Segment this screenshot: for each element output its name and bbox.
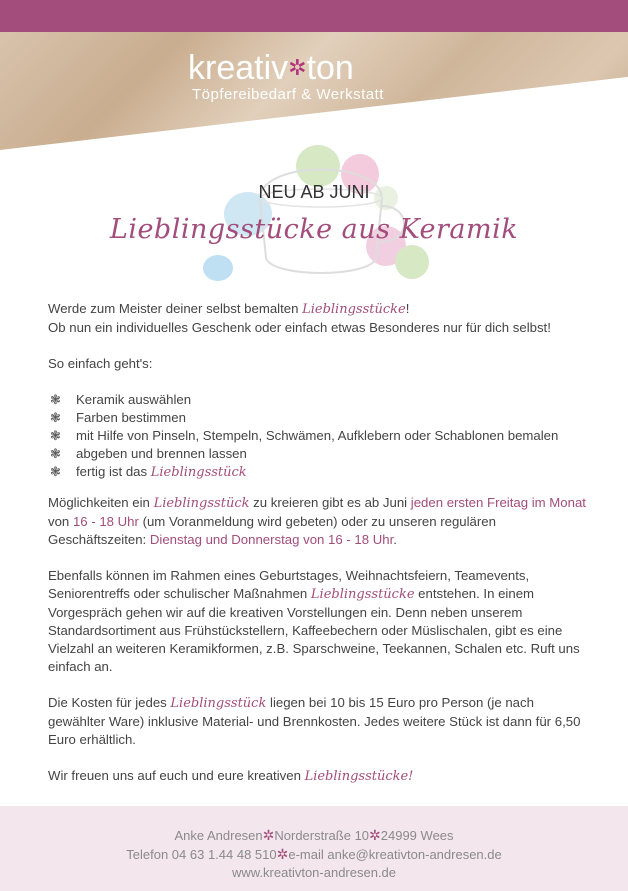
brand-name-left: kreativ <box>188 49 289 87</box>
step-label: mit Hilfe von Pinseln, Stempeln, Schwämen, Aufklebern oder Schablonen bemalen <box>76 428 559 443</box>
brand-logo <box>188 48 428 103</box>
events-paragraph <box>48 567 588 676</box>
schedule-text: Möglichkeiten ein <box>48 495 154 510</box>
events-script-word: Lieblingsstücke <box>310 587 415 602</box>
schedule-text: zu kreieren gibt es ab Juni <box>249 495 411 510</box>
list-item <box>48 391 588 409</box>
flower-bullet-icon: ❃ <box>50 446 61 461</box>
schedule-highlight: 16 - 18 Uhr <box>72 514 139 529</box>
flower-bullet-icon: ❃ <box>50 428 61 443</box>
list-item <box>48 427 588 445</box>
step-label: Keramik auswählen <box>76 392 192 407</box>
footer-address-line <box>0 826 628 845</box>
main-content <box>48 300 588 804</box>
footer-street: Norderstraße 10 <box>274 828 370 843</box>
step-label: abgeben und brennen lassen <box>76 446 247 461</box>
events-text: Ebenfalls können im Rahmen eines Geburtstages, Weihnachtsfeiern, Teamevents, Seniorentreffs oder schulischer Maßnahmen <box>48 568 530 601</box>
top-color-bar <box>0 0 628 32</box>
step-script-word: Lieblingsstück <box>150 465 247 480</box>
list-item <box>48 409 588 427</box>
brand-wordmark <box>188 48 428 88</box>
closing-text: Wir freuen uns auf euch und eure kreativen <box>48 768 305 783</box>
flower-bullet-icon: ❃ <box>50 392 61 407</box>
footer-name: Anke Andresen <box>174 828 263 843</box>
heading-kicker: NEU AB JUNI <box>258 182 370 202</box>
schedule-highlight: Dienstag und Donnerstag von 16 - 18 Uhr <box>149 532 394 547</box>
list-item <box>48 445 588 463</box>
flower-star-icon: ✲ <box>369 827 381 843</box>
steps-list <box>48 391 588 482</box>
brand-name-right: ton <box>306 49 354 87</box>
footer-phone-line <box>0 845 628 864</box>
brand-tagline: Töpfereibedarf & Werkstatt <box>192 86 384 103</box>
footer-contact <box>0 826 628 882</box>
footer-email-link[interactable]: e-mail anke@kreativton-andresen.de <box>288 847 502 862</box>
costs-script-word: Lieblingsstück <box>170 696 267 711</box>
schedule-highlight: jeden ersten Freitag im Monat <box>410 495 586 510</box>
footer-city: 24999 Wees <box>380 828 454 843</box>
flower-bullet-icon: ❃ <box>50 410 61 425</box>
flower-star-icon: ✲ <box>262 827 275 843</box>
flower-star-icon: ✲ <box>288 55 307 80</box>
footer-website-link[interactable]: www.kreativton-andresen.de <box>231 865 397 880</box>
flower-bullet-icon: ❃ <box>50 464 61 479</box>
intro-text-line2: Ob nun ein individuelles Geschenk oder einfach etwas Besonderes nur für dich selbst! <box>48 320 551 335</box>
intro-paragraph <box>48 300 588 337</box>
intro-punct: ! <box>405 301 410 316</box>
schedule-script-word: Lieblingsstück <box>153 496 250 511</box>
closing-script-word: Lieblingsstücke! <box>304 769 414 784</box>
intro-script-word: Lieblingsstücke <box>302 302 406 317</box>
events-text: entstehen. In einem Vorgespräch gehen wir auf die kreativen Vorstellungen ein. Denn neben unserem Standardsortiment aus Frühstückstellern, Kaffeebechern oder Müslischalen, gibt es eine Vielzahl an weiteren Keramikformen, z.B. Sparschweine, Teekannen, Schalen etc. Ruft uns einfach an. <box>48 586 580 674</box>
costs-paragraph <box>48 694 588 749</box>
page-title: Lieblingsstücke aus Keramik <box>109 214 519 245</box>
schedule-text: . <box>393 532 397 547</box>
steps-title: So einfach geht's: <box>48 356 153 371</box>
costs-text: Die Kosten für jedes <box>48 695 171 710</box>
intro-text: Werde zum Meister deiner selbst bemalten <box>48 301 303 316</box>
step-label: fertig ist das <box>76 464 151 479</box>
step-label: Farben bestimmen <box>76 410 186 425</box>
closing-paragraph <box>48 767 588 786</box>
flower-star-icon: ✲ <box>276 846 289 862</box>
schedule-text: (um Voranmeldung wird gebeten) oder zu unseren regulären Geschäftszeiten: <box>48 514 496 547</box>
footer-phone: Telefon 04 63 1.44 48 510 <box>126 847 277 862</box>
list-item <box>48 463 588 482</box>
costs-text: liegen bei 10 bis 15 Euro pro Person (je nach gewählter Ware) inklusive Material- und Brennkosten. Jedes weitere Stück ist dann für 6,50 Euro erhältlich. <box>48 695 581 747</box>
schedule-paragraph <box>48 494 588 549</box>
schedule-text: von <box>48 514 73 529</box>
